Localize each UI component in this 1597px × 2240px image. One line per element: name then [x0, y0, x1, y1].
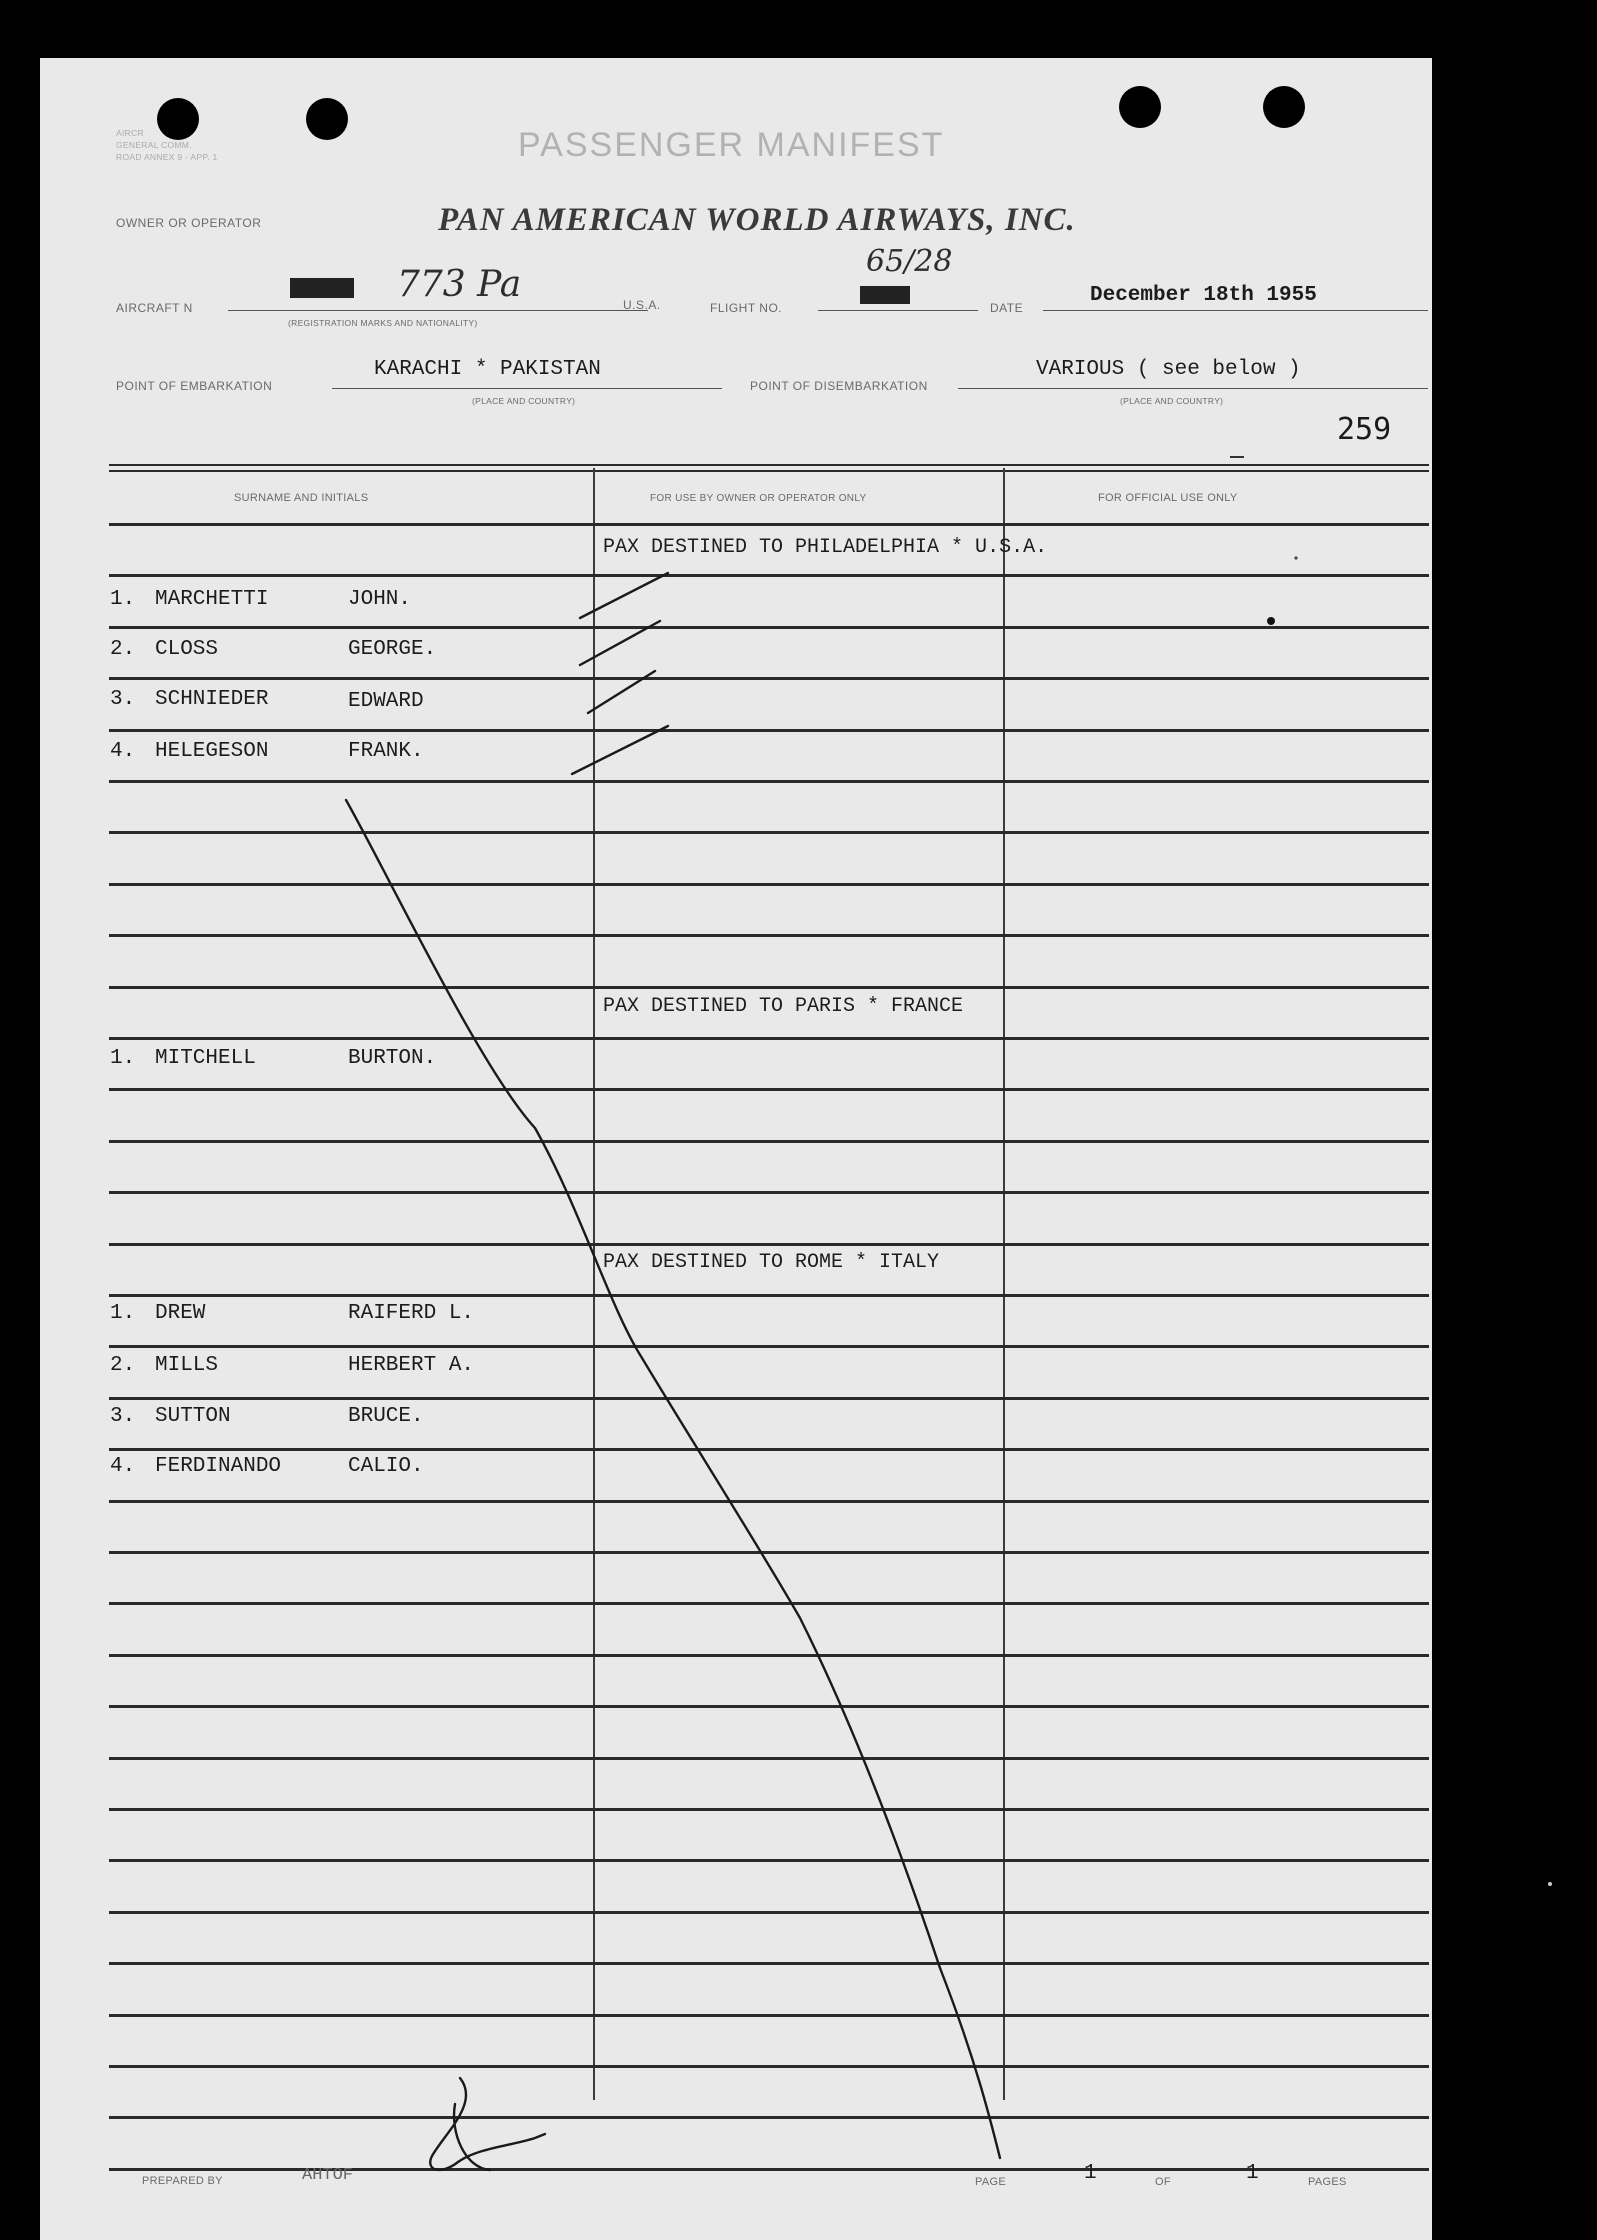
prepared-by-value: AHTOF	[302, 2166, 354, 2185]
passenger-surname: MILLS	[155, 1354, 219, 1377]
passenger-surname: SCHNIEDER	[155, 688, 269, 711]
hand-marks	[40, 58, 1432, 2240]
passenger-initials: GEORGE.	[348, 638, 437, 661]
group-heading: PAX DESTINED TO PHILADELPHIA * U.S.A.	[603, 536, 1048, 559]
form-ref-line: AIRCR	[116, 128, 144, 138]
disembark-label: POINT OF DISEMBARKATION	[750, 379, 928, 393]
passenger-surname: MITCHELL	[155, 1047, 256, 1070]
date-value: December 18th 1955	[1090, 284, 1317, 307]
aircraft-value: 773 Pa	[397, 264, 522, 305]
flight-value: 65/28	[866, 244, 953, 279]
form-ref-line: GENERAL COMM.	[116, 140, 192, 150]
column-header-surname: SURNAME AND INITIALS	[234, 492, 369, 504]
aircraft-label: AIRCRAFT N	[116, 301, 193, 315]
passenger-initials: FRANK.	[348, 740, 424, 763]
column-header-owner-use: FOR USE BY OWNER OR OPERATOR ONLY	[650, 493, 867, 504]
passenger-number: 2.	[110, 1354, 136, 1377]
page-number: 1	[1084, 2162, 1097, 2185]
passenger-number: 4.	[110, 740, 136, 763]
passenger-surname: MARCHETTI	[155, 588, 269, 611]
date-label: DATE	[990, 301, 1024, 315]
signature	[430, 2078, 545, 2170]
ink-dot	[1294, 556, 1297, 559]
scan-speck	[1548, 1882, 1552, 1886]
flight-label: FLIGHT NO.	[710, 301, 783, 315]
tick-mark	[588, 671, 655, 713]
passenger-number: 3.	[110, 1405, 136, 1428]
aircraft-sub: (REGISTRATION MARKS AND NATIONALITY)	[288, 318, 478, 328]
group-heading: PAX DESTINED TO ROME * ITALY	[603, 1251, 940, 1274]
passenger-initials: EDWARD	[348, 690, 424, 713]
passenger-initials: RAIFERD L.	[348, 1302, 475, 1325]
passenger-initials: JOHN.	[348, 588, 412, 611]
embark-sub: (PLACE AND COUNTRY)	[472, 396, 576, 406]
passenger-surname: FERDINANDO	[155, 1455, 282, 1478]
total-pages: 1	[1246, 2162, 1259, 2185]
tick-mark	[580, 573, 668, 618]
embark-label: POINT OF EMBARKATION	[116, 379, 273, 393]
embark-value: KARACHI * PAKISTAN	[374, 358, 601, 381]
column-header-official-use: FOR OFFICIAL USE ONLY	[1098, 492, 1238, 504]
prepared-by-label: PREPARED BY	[142, 2175, 223, 2187]
of-label: OF	[1155, 2176, 1171, 2188]
manifest-sheet	[40, 58, 1432, 2240]
owner-value: PAN AMERICAN WORLD AIRWAYS, INC.	[438, 202, 1076, 238]
passenger-number: 1.	[110, 1302, 136, 1325]
passenger-number: 2.	[110, 638, 136, 661]
cancel-line	[346, 800, 1000, 2158]
ink-dot	[1267, 617, 1275, 625]
passenger-number: 1.	[110, 1047, 136, 1070]
tick-mark	[572, 726, 668, 774]
page-label: PAGE	[975, 2176, 1006, 2188]
pages-label: PAGES	[1308, 2176, 1347, 2188]
disembark-value: VARIOUS ( see below )	[1036, 358, 1301, 381]
passenger-initials: HERBERT A.	[348, 1354, 475, 1377]
owner-label: OWNER OR OPERATOR	[116, 216, 262, 230]
passenger-surname: CLOSS	[155, 638, 219, 661]
disembark-sub: (PLACE AND COUNTRY)	[1120, 396, 1224, 406]
passenger-initials: BURTON.	[348, 1047, 437, 1070]
page-stamp: 259	[1337, 412, 1392, 447]
tick-mark	[580, 621, 660, 665]
passenger-number: 1.	[110, 588, 136, 611]
page-title: PASSENGER MANIFEST	[518, 126, 945, 164]
nationality: U.S.A.	[623, 298, 661, 312]
passenger-surname: DREW	[155, 1302, 206, 1325]
passenger-initials: BRUCE.	[348, 1405, 424, 1428]
passenger-number: 4.	[110, 1455, 136, 1478]
passenger-surname: HELEGESON	[155, 740, 269, 763]
passenger-number: 3.	[110, 688, 136, 711]
group-heading: PAX DESTINED TO PARIS * FRANCE	[603, 995, 964, 1018]
form-ref-line: ROAD ANNEX 9 - APP. 1	[116, 152, 218, 162]
passenger-surname: SUTTON	[155, 1405, 231, 1428]
passenger-initials: CALIO.	[348, 1455, 424, 1478]
